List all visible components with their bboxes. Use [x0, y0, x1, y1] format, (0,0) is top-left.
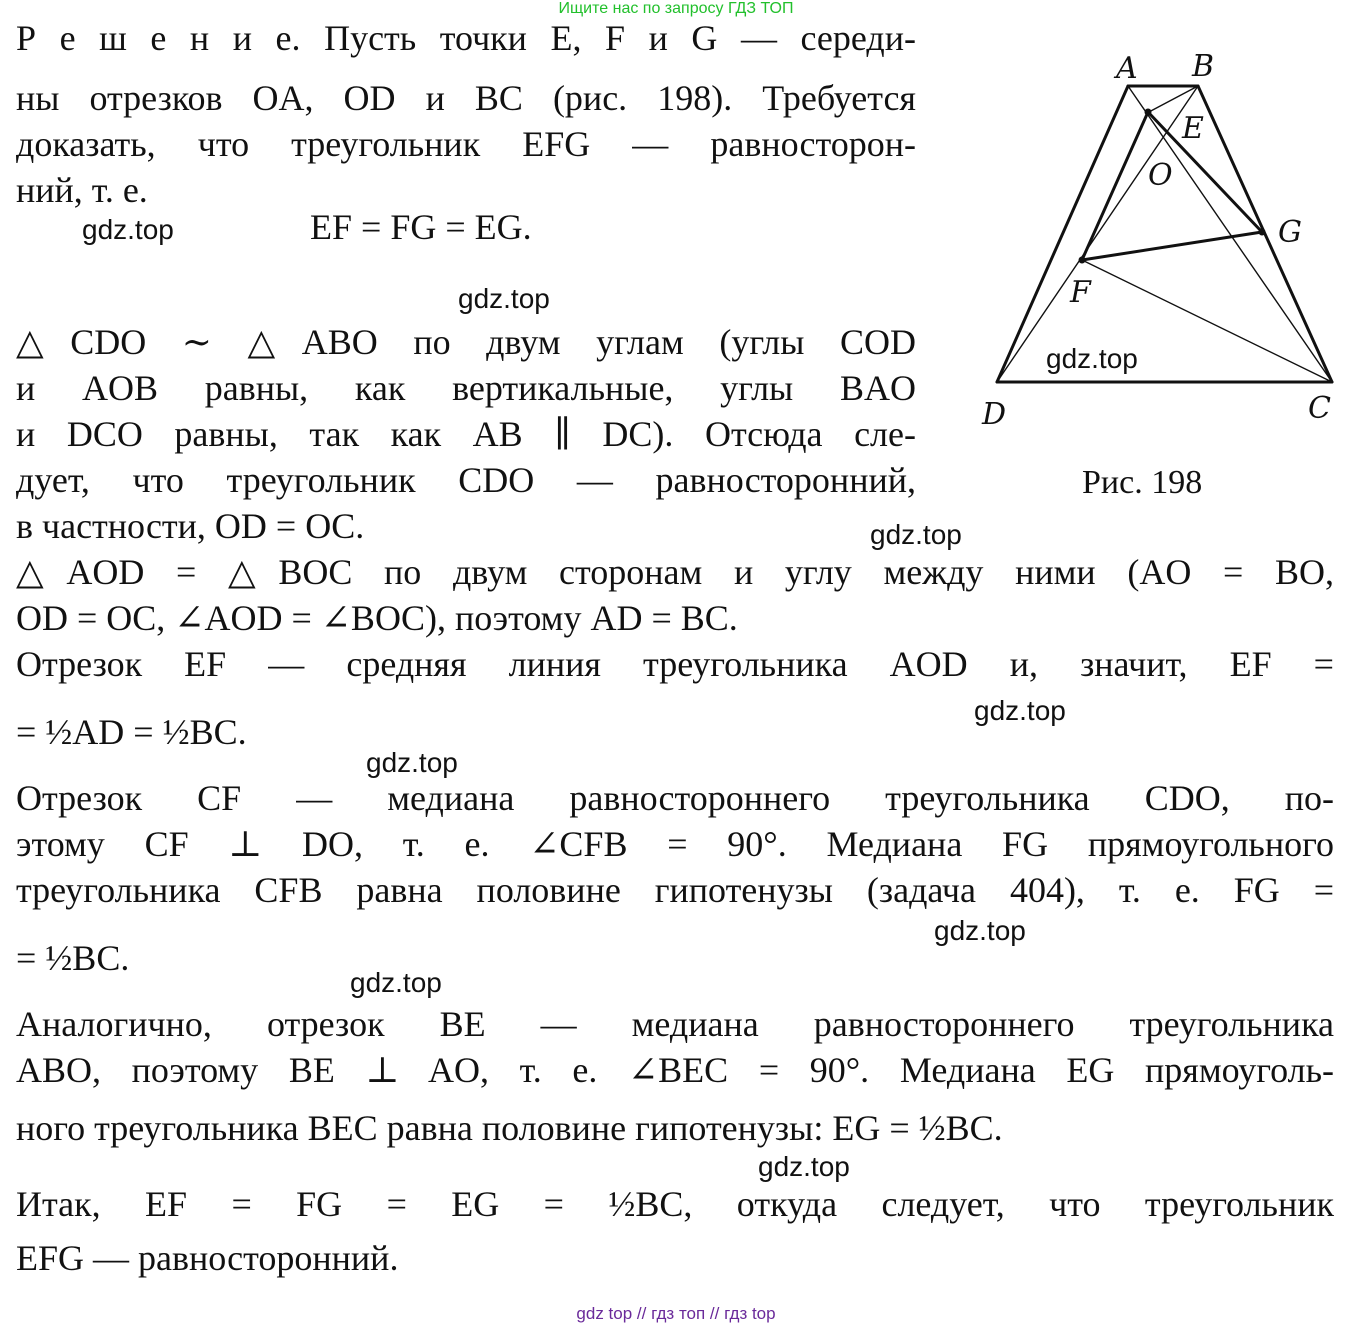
- watermark: gdz.top: [82, 214, 174, 245]
- figure-198-diagram: [960, 40, 1352, 440]
- figure-caption: Рис. 198: [1082, 464, 1203, 501]
- top-banner: Ищите нас по запросу ГДЗ ТОП: [558, 0, 794, 17]
- text-line: и AOB равны, как вертикальные, углы BAO: [16, 368, 916, 408]
- text-line: ний, т. е.: [16, 170, 148, 210]
- text-line: EFG — равносторонний.: [16, 1238, 399, 1278]
- point-label-d: D: [982, 397, 1007, 432]
- text-line: OD = OC, ∠AOD = ∠BOC), поэтому AD = BC.: [16, 598, 738, 638]
- text-line: треугольника CFB равна половине гипотенузы (задача 404), т. е. FG =: [16, 870, 1334, 910]
- text-line: дует, что треугольник CDO — равносторонний,: [16, 460, 916, 500]
- text-line: этому CF ⊥ DO, т. е. ∠CFB = 90°. Медиана FG прямоугольного: [16, 824, 1334, 864]
- point-label-c: C: [1308, 391, 1331, 426]
- point-label-b: B: [1192, 49, 1215, 84]
- text-line: в частности, OD = OC.: [16, 506, 365, 546]
- text-line: ABO, поэтому BE ⊥ AO, т. е. ∠BEC = 90°. Медиана EG прямоуголь-: [16, 1050, 1334, 1090]
- formula-line: EF = FG = EG.: [310, 207, 532, 247]
- point-label-o: O: [1148, 158, 1173, 193]
- text-line: ного треугольника BEC равна половине гипотенузы: EG = ½BC.: [16, 1108, 1003, 1148]
- text-line: △CDO ∼ △ABO по двум углам (углы COD: [16, 322, 916, 362]
- text-line: Отрезок CF — медиана равностороннего треугольника CDO, по-: [16, 778, 1334, 818]
- watermark: gdz.top: [870, 519, 962, 550]
- text-line: = ½AD = ½BC.: [16, 712, 247, 752]
- text-line: Отрезок EF — средняя линия треугольника AOD и, значит, EF =: [16, 644, 1334, 684]
- text-line: △AOD = △BOC по двум сторонам и углу между ними (AO = BO,: [16, 552, 1334, 592]
- text-line: Р е ш е н и е. Пусть точки E, F и G — середи-: [16, 18, 916, 58]
- point-label-f: F: [1070, 275, 1091, 310]
- text-line: Аналогично, отрезок BE — медиана равностороннего треугольника: [16, 1004, 1334, 1044]
- footer: gdz top // гдз топ // гдз top: [576, 1304, 776, 1323]
- watermark: gdz.top: [350, 967, 442, 998]
- text-line: = ½BC.: [16, 938, 130, 978]
- watermark: gdz.top: [758, 1151, 850, 1182]
- watermark: gdz.top: [1046, 343, 1138, 374]
- point-label-g: G: [1278, 215, 1302, 250]
- watermark: gdz.top: [934, 915, 1026, 946]
- watermark: gdz.top: [366, 747, 458, 778]
- text-line: доказать, что треугольник EFG — равносторон-: [16, 124, 916, 164]
- watermark: gdz.top: [974, 695, 1066, 726]
- watermark: gdz.top: [458, 283, 550, 314]
- point-label-e: E: [1182, 111, 1204, 146]
- point-label-a: A: [1116, 51, 1138, 86]
- text-line: Итак, EF = FG = EG = ½BC, откуда следует, что треугольник: [16, 1184, 1334, 1224]
- text-line: и DCO равны, так как AB ∥ DC). Отсюда сле-: [16, 414, 916, 454]
- text-line: ны отрезков OA, OD и BC (рис. 198). Требуется: [16, 78, 916, 118]
